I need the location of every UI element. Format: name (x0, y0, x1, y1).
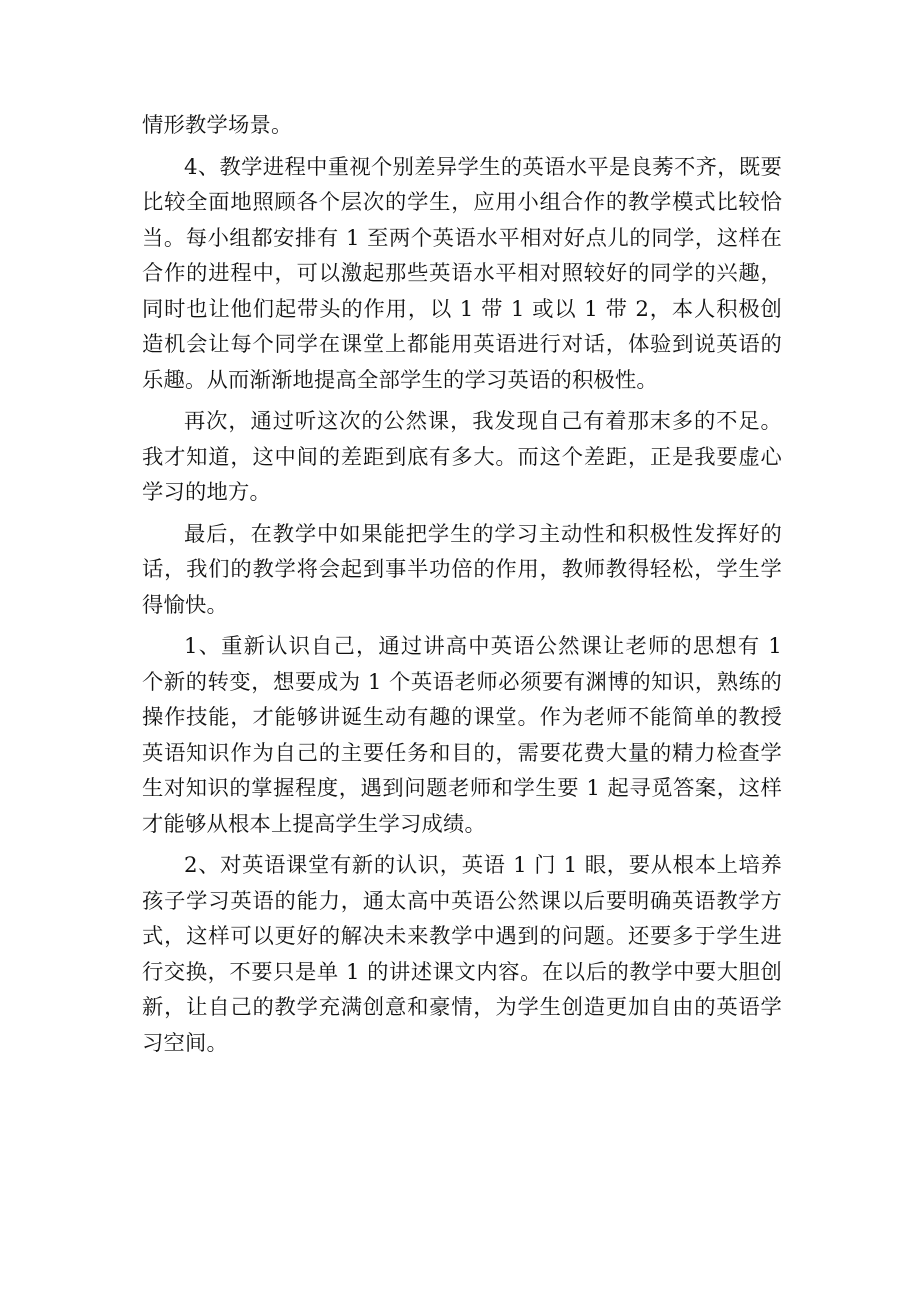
paragraph-again: 再次，通过听这次的公然课，我发现自己有着那末多的不足。我才知道，这中间的差距到底有多大。而这个差距，正是我要虚心学习的地方。 (142, 409, 782, 505)
paragraph-point-1: 1、重新认识自己，通过讲高中英语公然课让老师的思想有 1 个新的转变，想要成为 1 个英语老师必须要有渊博的知识，熟练的操作技能，才能够讲诞生动有趣的课堂。作为老师不能简单的教授英语知识作为自己的主要任务和目的，需要花费大量的精力检查学生对知识的掌握程度，遇到问题老师和学生要 1 起寻觅答案，这样才能够从根本上提高学生学习成绩。 (142, 634, 782, 837)
paragraph-finally: 最后，在教学中如果能把学生的学习主动性和积极性发挥好的话，我们的教学将会起到事半功倍的作用，教师教得轻松，学生学得愉快。 (142, 521, 782, 618)
document-body (142, 108, 782, 1061)
paragraph-point-2: 2、对英语课堂有新的认识，英语 1 门 1 眼，要从根本上培养孩子学习英语的能力，通太高中英语公然课以后要明确英语教学方式，这样可以更好的解决未来教学中遇到的问题。还要多于学生进行交换，不要只是单 1 的讲述课文内容。在以后的教学中要大胆创新，让自己的教学充满创意和豪情，为学生创造更加自由的英语学习空间。 (142, 853, 782, 1056)
paragraph-point-4: 4、教学进程中重视个别差异学生的英语水平是良莠不齐，既要比较全面地照顾各个层次的学生，应用小组合作的教学模式比较恰当。每小组都安排有 1 至两个英语水平相对好点儿的同学，这样在合作的进程中，可以激起那些英语水平相对照较好的同学的兴趣，同时也让他们起带头的作用，以 1 带 1 或以 1 带 2，本人积极创造机会让每个同学在课堂上都能用英语进行对话，体验到说英语的乐趣。从而渐渐地提高全部学生的学习英语的积极性。 (142, 154, 782, 393)
paragraph-continuation: 情形教学场景。 (142, 113, 293, 138)
